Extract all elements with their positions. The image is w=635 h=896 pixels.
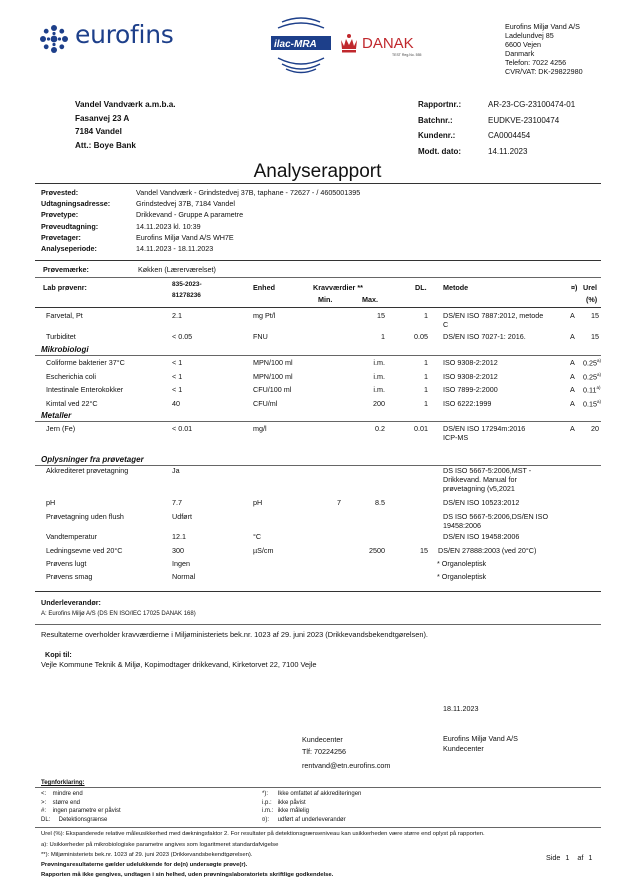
col-max: Max. bbox=[362, 295, 378, 304]
legend-desc: Ikke omfattet af akkrediteringen bbox=[277, 791, 362, 797]
recipient-line: Fasanvej 23 A bbox=[75, 113, 130, 123]
row-value: 40 bbox=[172, 399, 180, 408]
row-value: 300 bbox=[172, 546, 184, 555]
legend-note: Urel (%): Ekspanderede relative måleusikkerhed med dækningsfaktor 2. For resultater på detektionsgrænseniveau kan usikkerheden være større end oplyst på rapporten. bbox=[41, 831, 485, 837]
row-unit: µS/cm bbox=[253, 546, 274, 555]
page-num: 1 bbox=[565, 853, 570, 862]
row-name: pH bbox=[46, 498, 56, 507]
row-unit: CFU/100 ml bbox=[253, 385, 292, 394]
row-acc: A bbox=[570, 424, 575, 433]
section-heading: Mikrobiologi bbox=[41, 345, 89, 354]
legend-desc: ikke målelig bbox=[277, 808, 310, 815]
row-method: prøvetagning (v5,2021 bbox=[443, 484, 515, 493]
meta-value: 14.11.2023 bbox=[488, 146, 528, 156]
company-line: Eurofins Miljø Vand A/S bbox=[505, 22, 580, 31]
signoff-company bbox=[443, 734, 518, 754]
row-name: Intestinale Enterokokker bbox=[46, 385, 124, 394]
urel-value: 0.25 bbox=[583, 372, 597, 382]
row-value: Ja bbox=[172, 466, 180, 475]
legend-left bbox=[41, 790, 121, 825]
row-dl: 1 bbox=[424, 385, 428, 394]
row-name: Coliforme bakterier 37°C bbox=[46, 358, 125, 367]
legend-sym: <: bbox=[41, 791, 47, 797]
legend-bold-2: Rapporten må ikke gengives, undtagen i sin helhed, uden prøvningslaboratoriets skriftlige godkendelse. bbox=[41, 872, 334, 878]
row-urel bbox=[583, 385, 600, 394]
row-unit: FNU bbox=[253, 332, 268, 341]
urel-note: a) bbox=[597, 358, 602, 363]
row-dl: 1 bbox=[424, 358, 428, 367]
row-max: 200 bbox=[373, 399, 385, 408]
row-method: C bbox=[443, 320, 449, 329]
sample-label: Udtagningsadresse: bbox=[41, 199, 111, 209]
sample-mark-value: Køkken (Lærerværelset) bbox=[138, 265, 216, 274]
row-value: Udført bbox=[172, 512, 192, 521]
row-max: i.m. bbox=[373, 358, 385, 367]
row-method: ISO 6222:1999 bbox=[443, 399, 492, 408]
ilac-mra-text: ilac-MRA bbox=[274, 38, 317, 50]
row-method: ISO 7899-2:2000 bbox=[443, 385, 498, 394]
danak-reg: TEST Reg.No. 555 bbox=[392, 53, 422, 57]
row-dl: 0.01 bbox=[414, 424, 428, 433]
legend-sym: #: bbox=[41, 808, 47, 815]
col-lab: Lab prøvenr: bbox=[43, 283, 87, 292]
row-name: Ledningsevne ved 20°C bbox=[46, 546, 123, 555]
page-total: 1 bbox=[588, 853, 593, 862]
row-name: Turbiditet bbox=[46, 332, 76, 341]
row-unit: °C bbox=[253, 532, 262, 541]
meta-value: AR-23-CG-23100474-01 bbox=[488, 100, 576, 109]
row-dl: 1 bbox=[424, 399, 428, 408]
row-name: Prøvens lugt bbox=[46, 559, 87, 568]
col-id2: 81278236 bbox=[172, 292, 201, 299]
col-id1: 835-2023- bbox=[172, 281, 202, 288]
row-name: Kimtal ved 22°C bbox=[46, 399, 98, 408]
row-value: < 0.05 bbox=[172, 332, 193, 341]
eurofins-wordmark: eurofins bbox=[75, 20, 174, 49]
conclusion-text: Resultaterne overholder kravværdierne i Miljøministeriets bek.nr. 1023 af 29. juni 2023 (Drikkevandsbekendtgørelsen). bbox=[41, 630, 428, 639]
urel-note: a) bbox=[597, 372, 602, 377]
row-acc: A bbox=[570, 372, 575, 381]
row-method: ISO 9308-2:2012 bbox=[443, 372, 498, 381]
sample-value: Vandel Vandværk - Grindstedvej 37B, taphane - 72627 - / 4605001395 bbox=[136, 188, 361, 197]
legend-bold-1: Prøvningsresultaterne gælder udelukkende for de(n) undersøgte prøve(r). bbox=[41, 862, 248, 868]
sample-label: Prøveudtagning: bbox=[41, 221, 99, 231]
section-heading: Metaller bbox=[41, 411, 72, 420]
row-value: < 1 bbox=[172, 385, 183, 394]
col-method: Metode bbox=[443, 283, 469, 292]
row-unit: CFU/ml bbox=[253, 399, 278, 408]
row-acc: A bbox=[570, 385, 575, 394]
sample-value: Drikkevand - Gruppe A parametre bbox=[136, 210, 244, 220]
urel-note: a) bbox=[597, 399, 602, 404]
subcontractor-title: Underleverandør: bbox=[41, 598, 101, 607]
col-min: Min. bbox=[318, 295, 333, 304]
row-acc: A bbox=[570, 358, 575, 367]
row-urel: 20 bbox=[591, 424, 599, 433]
col-acc: ¤) bbox=[571, 283, 578, 292]
report-title: Analyserapport bbox=[253, 161, 382, 182]
copy-text: Vejle Kommune Teknik & Miljø, Kopimodtager drikkevand, Kirketorvet 22, 7100 Vejle bbox=[41, 660, 317, 669]
meta-label: Modt. dato: bbox=[418, 146, 462, 156]
legend-note: **): Miljøministeriets bek.nr. 1023 af 29. juni 2023 (Drikkevandsbekendtgørelsen). bbox=[41, 852, 253, 858]
sample-value: Eurofins Miljø Vand A/S WH7E bbox=[136, 232, 234, 242]
row-urel: 15 bbox=[591, 311, 599, 320]
sample-label: Analyseperiode: bbox=[41, 244, 97, 254]
recipient-line: 7184 Vandel bbox=[75, 127, 122, 136]
row-max: 1 bbox=[381, 332, 385, 341]
row-method: DS ISO 5667-5:2006,DS/EN ISO bbox=[443, 512, 549, 521]
row-value: 7.7 bbox=[172, 498, 182, 507]
row-unit: pH bbox=[253, 498, 263, 507]
legend-sym: ¤): bbox=[262, 817, 270, 824]
legend-sym: >: bbox=[41, 799, 47, 806]
recipient-line: Att.: Boye Bank bbox=[75, 140, 136, 150]
col-dl: DL. bbox=[415, 283, 427, 292]
sample-label: Prøvested: bbox=[41, 188, 79, 197]
row-dl: 1 bbox=[424, 372, 428, 381]
row-method: DS/EN ISO 10523:2012 bbox=[443, 498, 520, 507]
company-line: 6600 Vejen bbox=[505, 40, 541, 49]
row-method: DS/EN ISO 17294m:2016 bbox=[443, 424, 526, 433]
row-urel bbox=[583, 372, 601, 381]
row-dl: 0.05 bbox=[414, 332, 428, 341]
legend-desc: mindre end bbox=[52, 791, 83, 797]
sample-value: 14.11.2023 - 18.11.2023 bbox=[136, 244, 214, 254]
company-line: Telefon: 7022 4256 bbox=[505, 58, 567, 67]
meta-label: Kundenr.: bbox=[418, 131, 456, 141]
row-max: i.m. bbox=[373, 372, 385, 381]
row-method: Drikkevand. Manual for bbox=[443, 475, 517, 484]
row-name: Escherichia coli bbox=[46, 372, 96, 381]
meta-value: CA0004454 bbox=[488, 131, 531, 141]
customer-center bbox=[302, 734, 390, 772]
row-max: 0.2 bbox=[375, 424, 385, 433]
row-max: i.m. bbox=[373, 385, 385, 394]
col-req: Kravværdier ** bbox=[313, 283, 363, 292]
legend-sym: i.p.: bbox=[262, 799, 272, 806]
row-method: DS/EN 27888:2003 (ved 20°C) bbox=[438, 546, 537, 555]
row-dl: 1 bbox=[424, 311, 428, 320]
row-acc: A bbox=[570, 311, 575, 320]
legend-right bbox=[262, 790, 361, 825]
company-line: Danmark bbox=[505, 49, 535, 58]
signoff-company-line: Kundecenter bbox=[443, 744, 484, 753]
section-heading: Oplysninger fra prøvetager bbox=[41, 455, 144, 464]
recipient-line: Vandel Vandværk a.m.b.a. bbox=[75, 100, 176, 109]
sample-label: Prøvetype: bbox=[41, 210, 79, 220]
row-max: 8.5 bbox=[375, 498, 385, 507]
legend-sym: *): bbox=[262, 791, 268, 797]
row-name: Prøvetagning uden flush bbox=[46, 512, 124, 521]
sample-mark-label: Prøvemærke: bbox=[43, 265, 89, 274]
page-side: Side bbox=[546, 853, 561, 862]
meta-value: EUDKVE-23100474 bbox=[488, 115, 560, 125]
sample-value: Grindstedvej 37B, 7184 Vandel bbox=[136, 199, 235, 209]
row-method: DS/EN ISO 7887:2012, metode bbox=[443, 311, 544, 320]
row-method: DS/EN ISO 7027-1: 2016. bbox=[443, 332, 526, 341]
legend-desc: ingen parametre er påvist bbox=[52, 808, 121, 815]
row-acc: A bbox=[570, 332, 575, 341]
legend-title: Tegnforklaring: bbox=[41, 780, 85, 786]
center-line: Kundecenter bbox=[302, 735, 343, 744]
legend-desc: udført af underleverandør bbox=[277, 817, 346, 824]
row-urel bbox=[583, 358, 601, 367]
col-urel-unit: (%) bbox=[586, 295, 598, 304]
urel-value: 0.15 bbox=[583, 399, 597, 409]
row-value: 2.1 bbox=[172, 311, 182, 320]
row-name: Vandtemperatur bbox=[46, 532, 98, 541]
company-line: Ladelundvej 85 bbox=[505, 31, 554, 40]
row-method: ICP-MS bbox=[443, 433, 469, 442]
row-method: 19458:2006 bbox=[443, 521, 481, 530]
row-method: DS/EN ISO 19458:2006 bbox=[443, 532, 520, 541]
row-value: Ingen bbox=[172, 559, 190, 568]
row-dl: 15 bbox=[420, 546, 428, 555]
legend-desc: Detektionsgrænse bbox=[58, 817, 108, 824]
danak-text: DANAK bbox=[362, 35, 414, 52]
meta-label: Batchnr.: bbox=[418, 115, 453, 125]
legend-desc: større end bbox=[52, 799, 81, 806]
legend-sym: DL: bbox=[41, 817, 51, 824]
center-line: rentvand@etn.eurofins.com bbox=[302, 761, 391, 770]
row-name: Akkrediteret prøvetagning bbox=[46, 466, 129, 475]
col-unit: Enhed bbox=[253, 283, 275, 292]
row-urel bbox=[583, 399, 601, 408]
row-max: 15 bbox=[377, 311, 385, 320]
row-name: Jern (Fe) bbox=[46, 424, 76, 433]
page-of: af bbox=[577, 853, 584, 862]
row-min: 7 bbox=[337, 498, 341, 507]
sample-label: Prøvetager: bbox=[41, 232, 81, 242]
row-method: * Organoleptisk bbox=[437, 559, 487, 568]
legend-sym: i.m.: bbox=[262, 808, 274, 815]
col-urel: Urel bbox=[583, 283, 597, 292]
row-unit: MPN/100 ml bbox=[253, 372, 293, 381]
legend-note: a): Usikkerheder på mikrobiologiske parametre angives som logaritmeret standardafvigelse bbox=[41, 841, 279, 848]
row-value: < 0.01 bbox=[172, 424, 193, 433]
copy-title: Kopi til: bbox=[45, 650, 72, 659]
urel-value: 0.11 bbox=[583, 385, 597, 395]
page-number bbox=[546, 853, 592, 862]
row-method: * Organoleptisk bbox=[437, 572, 487, 581]
row-unit: mg Pt/l bbox=[253, 311, 276, 320]
signoff-date: 18.11.2023 bbox=[443, 704, 479, 713]
row-unit: MPN/100 ml bbox=[253, 358, 293, 367]
row-method: DS ISO 5667-5:2006,MST - bbox=[443, 466, 532, 475]
center-line: Tlf: 70224256 bbox=[302, 747, 346, 756]
row-urel: 15 bbox=[591, 332, 599, 341]
urel-note: a) bbox=[596, 385, 601, 390]
signoff-company-line: Eurofins Miljø Vand A/S bbox=[443, 734, 518, 743]
row-unit: mg/l bbox=[253, 424, 267, 433]
meta-label: Rapportnr.: bbox=[418, 100, 462, 109]
row-name: Farvetal, Pt bbox=[46, 311, 83, 320]
row-name: Prøvens smag bbox=[46, 572, 93, 581]
row-acc: A bbox=[570, 399, 575, 408]
row-method: ISO 9308-2:2012 bbox=[443, 358, 498, 367]
row-value: < 1 bbox=[172, 372, 183, 381]
row-value: 12.1 bbox=[172, 532, 186, 541]
row-value: < 1 bbox=[172, 358, 183, 367]
legend-notes bbox=[41, 829, 485, 861]
sample-value: 14.11.2023 kl. 10:39 bbox=[136, 221, 201, 231]
row-max: 2500 bbox=[369, 546, 385, 555]
row-value: Normal bbox=[172, 572, 196, 581]
legend-desc: ikke påvist bbox=[277, 799, 306, 806]
subcontractor-text: A: Eurofins Miljø A/S (DS EN ISO/IEC 17025 DANAK 168) bbox=[41, 611, 196, 617]
urel-value: 0.25 bbox=[583, 358, 597, 368]
company-line: CVR/VAT: DK-29822980 bbox=[505, 67, 583, 76]
